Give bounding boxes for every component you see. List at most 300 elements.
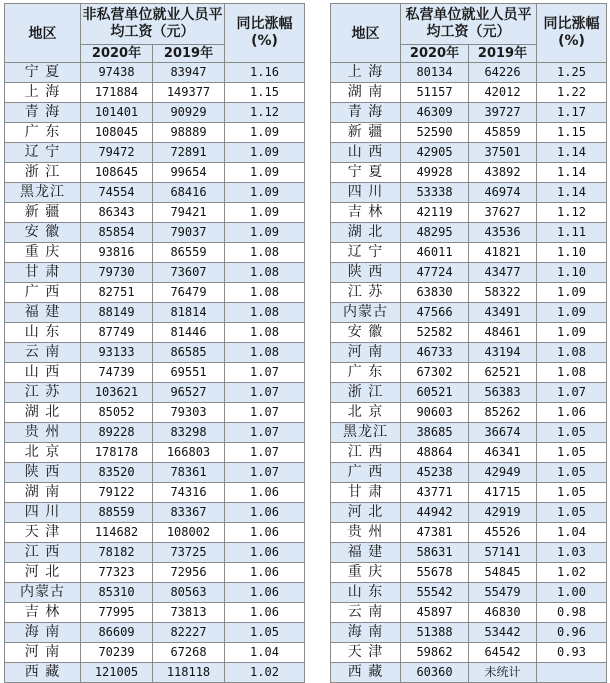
table-row xyxy=(331,463,607,483)
region-cell: 江 西 xyxy=(331,443,401,463)
growth-cell: 1.10 xyxy=(537,263,607,283)
region-cell: 甘 肃 xyxy=(331,483,401,503)
region-cell: 宁 夏 xyxy=(5,63,81,83)
table-row xyxy=(331,243,607,263)
wage-2019-cell: 76479 xyxy=(153,283,225,303)
table-row xyxy=(331,543,607,563)
table-row xyxy=(331,103,607,123)
wage-2020-cell: 74554 xyxy=(81,183,153,203)
wage-2020-cell: 51388 xyxy=(401,623,469,643)
growth-cell: 1.07 xyxy=(225,403,305,423)
growth-cell: 1.06 xyxy=(537,403,607,423)
growth-cell: 1.06 xyxy=(225,563,305,583)
region-cell: 四 川 xyxy=(331,183,401,203)
wage-2019-cell: 42919 xyxy=(469,503,537,523)
region-cell: 西 藏 xyxy=(331,663,401,683)
table-row xyxy=(331,363,607,383)
table-row xyxy=(331,303,607,323)
region-cell: 天 津 xyxy=(331,643,401,663)
growth-cell: 1.22 xyxy=(537,83,607,103)
growth-cell: 1.11 xyxy=(537,223,607,243)
table-row xyxy=(331,323,607,343)
wage-2019-cell: 46341 xyxy=(469,443,537,463)
header-region: 地区 xyxy=(331,4,401,63)
table-row xyxy=(5,243,305,263)
growth-cell: 1.14 xyxy=(537,163,607,183)
wage-2020-cell: 52590 xyxy=(401,123,469,143)
wage-2019-cell: 79303 xyxy=(153,403,225,423)
wage-2019-cell: 90929 xyxy=(153,103,225,123)
header-year-2020: 2020年 xyxy=(81,45,153,63)
region-cell: 河 北 xyxy=(331,503,401,523)
wage-2020-cell: 77323 xyxy=(81,563,153,583)
wage-2020-cell: 47566 xyxy=(401,303,469,323)
table-row xyxy=(5,383,305,403)
table-row xyxy=(5,323,305,343)
growth-cell: 1.08 xyxy=(225,323,305,343)
region-cell: 安 徽 xyxy=(331,323,401,343)
growth-cell: 0.96 xyxy=(537,623,607,643)
wage-2019-cell: 64226 xyxy=(469,63,537,83)
wage-2020-cell: 52582 xyxy=(401,323,469,343)
table-row xyxy=(5,503,305,523)
wage-2019-cell: 96527 xyxy=(153,383,225,403)
wage-2019-cell: 108002 xyxy=(153,523,225,543)
growth-cell: 1.05 xyxy=(537,503,607,523)
region-cell: 陕 西 xyxy=(331,263,401,283)
wage-2020-cell: 38685 xyxy=(401,423,469,443)
table-row xyxy=(5,583,305,603)
region-cell: 海 南 xyxy=(5,623,81,643)
region-cell: 吉 林 xyxy=(5,603,81,623)
wage-2020-cell: 43771 xyxy=(401,483,469,503)
wage-2019-cell: 99654 xyxy=(153,163,225,183)
growth-cell: 1.05 xyxy=(225,623,305,643)
wage-2019-cell: 74316 xyxy=(153,483,225,503)
wage-2020-cell: 97438 xyxy=(81,63,153,83)
wage-2020-cell: 46733 xyxy=(401,343,469,363)
wage-2019-cell: 37501 xyxy=(469,143,537,163)
growth-cell: 1.06 xyxy=(225,583,305,603)
wage-2019-cell: 149377 xyxy=(153,83,225,103)
wage-2020-cell: 55542 xyxy=(401,583,469,603)
growth-cell: 1.02 xyxy=(537,563,607,583)
wage-2020-cell: 42905 xyxy=(401,143,469,163)
wage-2020-cell: 79730 xyxy=(81,263,153,283)
wage-2020-cell: 58631 xyxy=(401,543,469,563)
region-cell: 吉 林 xyxy=(331,203,401,223)
wage-2019-cell: 39727 xyxy=(469,103,537,123)
wage-2019-cell: 83947 xyxy=(153,63,225,83)
wage-2019-cell: 166803 xyxy=(153,443,225,463)
table-row xyxy=(5,183,305,203)
table-row xyxy=(331,623,607,643)
header-growth: 同比涨幅(%) xyxy=(225,4,305,63)
wage-2020-cell: 47381 xyxy=(401,523,469,543)
region-cell: 海 南 xyxy=(331,623,401,643)
region-cell: 北 京 xyxy=(5,443,81,463)
wage-2019-cell: 未统计 xyxy=(469,663,537,683)
growth-cell: 1.10 xyxy=(537,243,607,263)
wage-2019-cell: 36674 xyxy=(469,423,537,443)
wage-2019-cell: 85262 xyxy=(469,403,537,423)
growth-cell: 1.14 xyxy=(537,183,607,203)
growth-cell: 1.09 xyxy=(225,123,305,143)
growth-cell: 1.12 xyxy=(537,203,607,223)
region-cell: 江 苏 xyxy=(331,283,401,303)
table-row xyxy=(331,263,607,283)
wage-2020-cell: 108045 xyxy=(81,123,153,143)
table-row xyxy=(331,423,607,443)
wage-2020-cell: 45238 xyxy=(401,463,469,483)
region-cell: 重 庆 xyxy=(5,243,81,263)
growth-cell: 0.93 xyxy=(537,643,607,663)
growth-cell: 1.05 xyxy=(537,483,607,503)
wage-2020-cell: 108645 xyxy=(81,163,153,183)
table-row xyxy=(331,163,607,183)
wage-2019-cell: 68416 xyxy=(153,183,225,203)
wage-2020-cell: 101401 xyxy=(81,103,153,123)
region-cell: 安 徽 xyxy=(5,223,81,243)
wage-2020-cell: 90603 xyxy=(401,403,469,423)
wage-2019-cell: 78361 xyxy=(153,463,225,483)
growth-cell: 1.07 xyxy=(225,423,305,443)
wage-2020-cell: 70239 xyxy=(81,643,153,663)
wage-2020-cell: 80134 xyxy=(401,63,469,83)
region-cell: 山 西 xyxy=(331,143,401,163)
table-row xyxy=(5,403,305,423)
wage-2020-cell: 121005 xyxy=(81,663,153,683)
wage-2020-cell: 60521 xyxy=(401,383,469,403)
wage-2019-cell: 79421 xyxy=(153,203,225,223)
growth-cell: 1.02 xyxy=(225,663,305,683)
wage-2020-cell: 44942 xyxy=(401,503,469,523)
growth-cell: 1.06 xyxy=(225,543,305,563)
wage-2019-cell: 45526 xyxy=(469,523,537,543)
wage-2020-cell: 59862 xyxy=(401,643,469,663)
growth-cell: 1.06 xyxy=(225,483,305,503)
growth-cell: 1.15 xyxy=(225,83,305,103)
wage-2020-cell: 48864 xyxy=(401,443,469,463)
wage-2019-cell: 118118 xyxy=(153,663,225,683)
wage-2019-cell: 46830 xyxy=(469,603,537,623)
wage-2019-cell: 53442 xyxy=(469,623,537,643)
wage-2020-cell: 55678 xyxy=(401,563,469,583)
wage-2019-cell: 73813 xyxy=(153,603,225,623)
table-row xyxy=(5,223,305,243)
table-row xyxy=(5,603,305,623)
table-row xyxy=(331,483,607,503)
wage-2019-cell: 86559 xyxy=(153,243,225,263)
table-row xyxy=(331,203,607,223)
header-title: 私营单位就业人员平均工资（元） xyxy=(401,4,537,45)
growth-cell: 1.09 xyxy=(225,223,305,243)
wage-2019-cell: 43194 xyxy=(469,343,537,363)
region-cell: 辽 宁 xyxy=(331,243,401,263)
growth-cell: 1.09 xyxy=(225,203,305,223)
wage-2019-cell: 69551 xyxy=(153,363,225,383)
wage-2020-cell: 67302 xyxy=(401,363,469,383)
table-row xyxy=(5,443,305,463)
table-row xyxy=(331,663,607,683)
wage-2019-cell: 41821 xyxy=(469,243,537,263)
table-row xyxy=(331,563,607,583)
growth-cell: 1.14 xyxy=(537,143,607,163)
region-cell: 上 海 xyxy=(331,63,401,83)
wage-2019-cell: 57141 xyxy=(469,543,537,563)
region-cell: 北 京 xyxy=(331,403,401,423)
region-cell: 贵 州 xyxy=(5,423,81,443)
wage-2020-cell: 86609 xyxy=(81,623,153,643)
wage-2019-cell: 58322 xyxy=(469,283,537,303)
table-row xyxy=(331,443,607,463)
region-cell: 上 海 xyxy=(5,83,81,103)
wage-2019-cell: 42949 xyxy=(469,463,537,483)
private-wage-table xyxy=(330,3,607,683)
wage-2019-cell: 64542 xyxy=(469,643,537,663)
wage-2020-cell: 93816 xyxy=(81,243,153,263)
growth-cell: 1.08 xyxy=(225,283,305,303)
wage-2020-cell: 83520 xyxy=(81,463,153,483)
table-row xyxy=(5,563,305,583)
wage-2019-cell: 55479 xyxy=(469,583,537,603)
growth-cell: 1.07 xyxy=(537,383,607,403)
region-cell: 青 海 xyxy=(331,103,401,123)
region-cell: 云 南 xyxy=(5,343,81,363)
growth-cell: 1.08 xyxy=(225,243,305,263)
region-cell: 江 苏 xyxy=(5,383,81,403)
region-cell: 新 疆 xyxy=(5,203,81,223)
region-cell: 西 藏 xyxy=(5,663,81,683)
table-row xyxy=(331,523,607,543)
wage-2019-cell: 37627 xyxy=(469,203,537,223)
region-cell: 湖 北 xyxy=(331,223,401,243)
wage-2020-cell: 53338 xyxy=(401,183,469,203)
growth-cell: 1.08 xyxy=(537,363,607,383)
growth-cell: 1.17 xyxy=(537,103,607,123)
table-row xyxy=(331,143,607,163)
wage-2019-cell: 73607 xyxy=(153,263,225,283)
wage-2019-cell: 42012 xyxy=(469,83,537,103)
wage-2019-cell: 80563 xyxy=(153,583,225,603)
region-cell: 湖 南 xyxy=(5,483,81,503)
header-title: 非私营单位就业人员平均工资（元） xyxy=(81,4,225,45)
table-row xyxy=(5,263,305,283)
growth-cell: 1.07 xyxy=(225,443,305,463)
wage-2019-cell: 82227 xyxy=(153,623,225,643)
wage-2020-cell: 82751 xyxy=(81,283,153,303)
wage-2019-cell: 72891 xyxy=(153,143,225,163)
region-cell: 辽 宁 xyxy=(5,143,81,163)
region-cell: 广 西 xyxy=(331,463,401,483)
header-year-2020: 2020年 xyxy=(401,45,469,63)
table-row xyxy=(5,363,305,383)
growth-cell: 1.09 xyxy=(537,323,607,343)
wage-2020-cell: 85052 xyxy=(81,403,153,423)
wage-2019-cell: 54845 xyxy=(469,563,537,583)
wage-2020-cell: 93133 xyxy=(81,343,153,363)
region-cell: 甘 肃 xyxy=(5,263,81,283)
growth-cell: 1.09 xyxy=(537,303,607,323)
table-row xyxy=(5,83,305,103)
growth-cell: 1.07 xyxy=(225,463,305,483)
region-cell: 广 东 xyxy=(331,363,401,383)
wage-2020-cell: 45897 xyxy=(401,603,469,623)
region-cell: 河 北 xyxy=(5,563,81,583)
wage-2019-cell: 67268 xyxy=(153,643,225,663)
table-row xyxy=(5,203,305,223)
wage-2020-cell: 74739 xyxy=(81,363,153,383)
table-row xyxy=(5,103,305,123)
growth-cell: 1.15 xyxy=(537,123,607,143)
wage-2020-cell: 86343 xyxy=(81,203,153,223)
wage-2020-cell: 85854 xyxy=(81,223,153,243)
wage-2020-cell: 85310 xyxy=(81,583,153,603)
wage-2019-cell: 46974 xyxy=(469,183,537,203)
region-cell: 宁 夏 xyxy=(331,163,401,183)
growth-cell: 1.12 xyxy=(225,103,305,123)
wage-2020-cell: 49928 xyxy=(401,163,469,183)
growth-cell: 1.05 xyxy=(537,443,607,463)
region-cell: 山 东 xyxy=(5,323,81,343)
table-row xyxy=(331,63,607,83)
table-row xyxy=(5,143,305,163)
region-cell: 黑龙江 xyxy=(5,183,81,203)
wage-2019-cell: 43892 xyxy=(469,163,537,183)
growth-cell: 0.98 xyxy=(537,603,607,623)
growth-cell: 1.04 xyxy=(225,643,305,663)
wage-2019-cell: 56383 xyxy=(469,383,537,403)
growth-cell: 1.08 xyxy=(537,343,607,363)
wage-2020-cell: 178178 xyxy=(81,443,153,463)
region-cell: 天 津 xyxy=(5,523,81,543)
wage-2020-cell: 89228 xyxy=(81,423,153,443)
table-row xyxy=(331,183,607,203)
region-cell: 山 东 xyxy=(331,583,401,603)
wage-2019-cell: 81814 xyxy=(153,303,225,323)
wage-2019-cell: 43491 xyxy=(469,303,537,323)
region-cell: 河 南 xyxy=(331,343,401,363)
growth-cell: 1.05 xyxy=(537,463,607,483)
wage-2019-cell: 83367 xyxy=(153,503,225,523)
region-cell: 四 川 xyxy=(5,503,81,523)
region-cell: 浙 江 xyxy=(331,383,401,403)
header-growth: 同比涨幅(%) xyxy=(537,4,607,63)
region-cell: 云 南 xyxy=(331,603,401,623)
growth-cell: 1.04 xyxy=(537,523,607,543)
wage-2020-cell: 47724 xyxy=(401,263,469,283)
table-row xyxy=(331,583,607,603)
growth-cell: 1.07 xyxy=(225,363,305,383)
region-cell: 青 海 xyxy=(5,103,81,123)
wage-2020-cell: 78182 xyxy=(81,543,153,563)
growth-cell: 1.08 xyxy=(225,263,305,283)
wage-2020-cell: 87749 xyxy=(81,323,153,343)
wage-2020-cell: 79122 xyxy=(81,483,153,503)
table-row xyxy=(5,343,305,363)
wage-2019-cell: 83298 xyxy=(153,423,225,443)
table-row xyxy=(5,623,305,643)
wage-2019-cell: 41715 xyxy=(469,483,537,503)
growth-cell: 1.08 xyxy=(225,343,305,363)
table-row xyxy=(5,643,305,663)
table-row xyxy=(5,123,305,143)
table-row xyxy=(5,463,305,483)
non-private-wage-table xyxy=(4,3,305,683)
table-row xyxy=(331,643,607,663)
region-cell: 新 疆 xyxy=(331,123,401,143)
wage-2019-cell: 72956 xyxy=(153,563,225,583)
region-cell: 内蒙古 xyxy=(331,303,401,323)
region-cell: 贵 州 xyxy=(331,523,401,543)
growth-cell: 1.09 xyxy=(537,283,607,303)
table-row xyxy=(331,343,607,363)
region-cell: 福 建 xyxy=(5,303,81,323)
region-cell: 内蒙古 xyxy=(5,583,81,603)
growth-cell: 1.07 xyxy=(225,383,305,403)
growth-cell: 1.03 xyxy=(537,543,607,563)
growth-cell: 1.06 xyxy=(225,603,305,623)
header-year-2019: 2019年 xyxy=(153,45,225,63)
table-row xyxy=(5,303,305,323)
table-row xyxy=(5,523,305,543)
wage-2020-cell: 103621 xyxy=(81,383,153,403)
wage-2020-cell: 63830 xyxy=(401,283,469,303)
table-row xyxy=(331,603,607,623)
table-row xyxy=(331,83,607,103)
wage-2020-cell: 48295 xyxy=(401,223,469,243)
wage-2020-cell: 88559 xyxy=(81,503,153,523)
wage-2019-cell: 98889 xyxy=(153,123,225,143)
growth-cell: 1.00 xyxy=(537,583,607,603)
wage-2019-cell: 43536 xyxy=(469,223,537,243)
region-cell: 浙 江 xyxy=(5,163,81,183)
growth-cell: 1.06 xyxy=(225,523,305,543)
table-row xyxy=(331,123,607,143)
table-row xyxy=(331,223,607,243)
growth-cell xyxy=(537,663,607,683)
growth-cell: 1.09 xyxy=(225,143,305,163)
wage-2020-cell: 77995 xyxy=(81,603,153,623)
table-row xyxy=(331,403,607,423)
wage-2020-cell: 46011 xyxy=(401,243,469,263)
table-body xyxy=(5,63,305,683)
wage-2020-cell: 88149 xyxy=(81,303,153,323)
region-cell: 福 建 xyxy=(331,543,401,563)
table-row xyxy=(5,63,305,83)
growth-cell: 1.09 xyxy=(225,183,305,203)
wage-2019-cell: 43477 xyxy=(469,263,537,283)
region-cell: 黑龙江 xyxy=(331,423,401,443)
region-cell: 陕 西 xyxy=(5,463,81,483)
wage-2020-cell: 171884 xyxy=(81,83,153,103)
wage-2019-cell: 81446 xyxy=(153,323,225,343)
wage-2020-cell: 42119 xyxy=(401,203,469,223)
table-row xyxy=(5,163,305,183)
header-year-2019: 2019年 xyxy=(469,45,537,63)
wage-2019-cell: 62521 xyxy=(469,363,537,383)
growth-cell: 1.25 xyxy=(537,63,607,83)
table-row xyxy=(5,423,305,443)
table-row xyxy=(331,283,607,303)
wage-2019-cell: 73725 xyxy=(153,543,225,563)
wage-2020-cell: 79472 xyxy=(81,143,153,163)
table-row xyxy=(5,663,305,683)
region-cell: 重 庆 xyxy=(331,563,401,583)
region-cell: 广 东 xyxy=(5,123,81,143)
wage-2019-cell: 48461 xyxy=(469,323,537,343)
wage-2019-cell: 86585 xyxy=(153,343,225,363)
